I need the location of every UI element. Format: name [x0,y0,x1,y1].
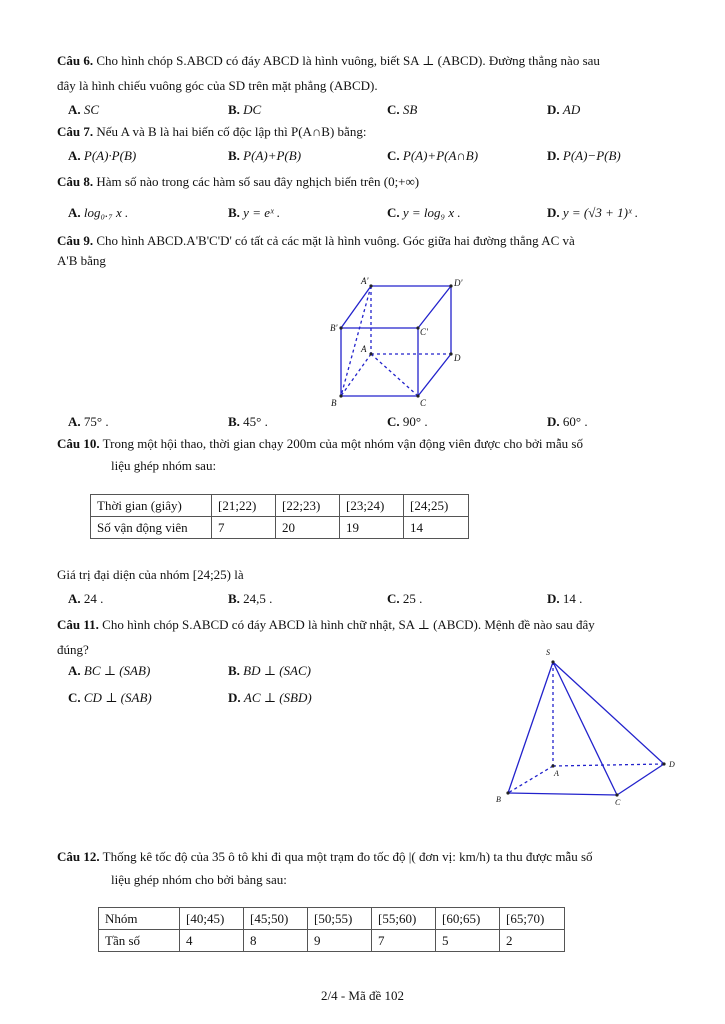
table-row: Nhóm [40;45) [45;50) [50;55) [55;60) [60;65) [65;70) [99,908,565,930]
q10-text2: liệu ghép nhóm sau: [111,458,217,473]
q11-option-b: B. BD ⊥ (SAC) [228,663,311,678]
q6-option-a: A. SC [68,102,100,117]
q6-text2: đây là hình chiếu vuông góc của SD trên mặt phẳng (ABCD). [57,78,378,93]
label-c: C [420,398,427,408]
label-d: D [454,353,461,363]
q12-table [98,907,565,952]
label-c: C [615,798,621,807]
q8-option-c: C. y = log₉ x . [387,205,461,220]
pyramid-figure [490,645,685,810]
q10-table [90,494,469,539]
q8-text: Hàm số nào trong các hàm số sau đây nghịch biến trên (0;+∞) [96,174,420,189]
page-footer: 2/4 - Mã đề 102 [320,988,405,1003]
q9-option-c: C. 90° . [387,414,428,429]
q8-option-a: A. log₀.₇ x . [68,205,129,220]
q11-option-c: C. CD ⊥ (SAB) [68,690,152,705]
q11-text2: đúng? [57,642,89,657]
q7-option-d: D. P(A)−P(B) [547,148,621,163]
q12-text2: liệu ghép nhóm cho bởi bảng sau: [111,872,287,887]
q10-option-b: B. 24,5 . [228,591,273,606]
q8-option-b: B. y = eˣ . [228,205,281,220]
q10-option-d: D. 14 . [547,591,583,606]
label-a: A [554,769,559,778]
q6-line1 [57,52,600,70]
label-a: A [361,344,367,354]
q6-text1: Cho hình chóp S.ABCD có đáy ABCD là hình vuông, biết SA ⊥ (ABCD). Đường thẳng nào sau [96,53,600,68]
q7-option-a: A. P(A)·P(B) [68,148,137,163]
q6-label: Câu 6. [57,53,94,68]
label-s: S [546,648,550,657]
q10-text1: Trong một hội thao, thời gian chạy 200m của một nhóm vận động viên được cho bởi mẫu số [102,436,583,451]
q6-option-b: B. DC [228,102,262,117]
q12-text1: Thống kê tốc độ của 35 ô tô khi đi qua một trạm đo tốc độ |( đơn vị: km/h) ta thu được mẫu số [102,849,593,864]
q12-line1: Câu 12. Thống kê tốc độ của 35 ô tô khi đi qua một trạm đo tốc độ |( đơn vị: km/h) ta thu được mẫu số [57,849,593,864]
q7-option-c: C. P(A)+P(A∩B) [387,148,479,163]
q10-option-c: C. 25 . [387,591,423,606]
q10-question: Giá trị đại diện của nhóm [24;25) là [57,567,244,582]
table-row: Tần số 4 8 9 7 5 2 [99,930,565,952]
q10-option-a: A. 24 . [68,591,104,606]
q9-text2: A'B bằng [57,253,106,268]
q10-line1: Câu 10. Trong một hội thao, thời gian chạy 200m của một nhóm vận động viên được cho bởi mẫu số [57,436,583,451]
q9-line1: Câu 9. Cho hình ABCD.A'B'C'D' có tất cả các mặt là hình vuông. Góc giữa hai đường thẳng AC và [57,233,575,248]
label-d: D [669,760,675,769]
q7-text: Nếu A và B là hai biến cố độc lập thì P(A∩B) bằng: [96,124,367,139]
cube-figure [325,272,470,412]
q8-line: Câu 8. Hàm số nào trong các hàm số sau đây nghịch biến trên (0;+∞) [57,174,420,189]
q11-line1: Câu 11. Cho hình chóp S.ABCD có đáy ABCD là hình chữ nhật, SA ⊥ (ABCD). Mệnh đề nào sau đây [57,617,595,632]
label-b: B [331,398,337,408]
label-d-prime: D' [454,278,463,288]
q9-text1: Cho hình ABCD.A'B'C'D' có tất cả các mặt là hình vuông. Góc giữa hai đường thẳng AC và [96,233,575,248]
q6-option-c: C. SB [387,102,418,117]
label-b: B [496,795,501,804]
table-row: Số vận động viên 7 20 19 14 [91,517,469,539]
q9-option-b: B. 45° . [228,414,268,429]
table-row: Thời gian (giây) [21;22) [22;23) [23;24) [24;25) [91,495,469,517]
q11-option-d: D. AC ⊥ (SBD) [228,690,312,705]
label-c-prime: C' [420,327,428,337]
q11-text1: Cho hình chóp S.ABCD có đáy ABCD là hình chữ nhật, SA ⊥ (ABCD). Mệnh đề nào sau đây [102,617,595,632]
q8-option-d: D. y = (√3 + 1)ˣ . [547,205,639,220]
q9-option-d: D. 60° . [547,414,588,429]
label-a-prime: A' [361,276,369,286]
q6-option-d: D. AD [547,102,581,117]
q7-line: Câu 7. Nếu A và B là hai biến cố độc lập thì P(A∩B) bằng: [57,124,367,139]
q7-option-b: B. P(A)+P(B) [228,148,302,163]
label-b-prime: B' [330,323,338,333]
q9-option-a: A. 75° . [68,414,109,429]
q11-option-a: A. BC ⊥ (SAB) [68,663,151,678]
